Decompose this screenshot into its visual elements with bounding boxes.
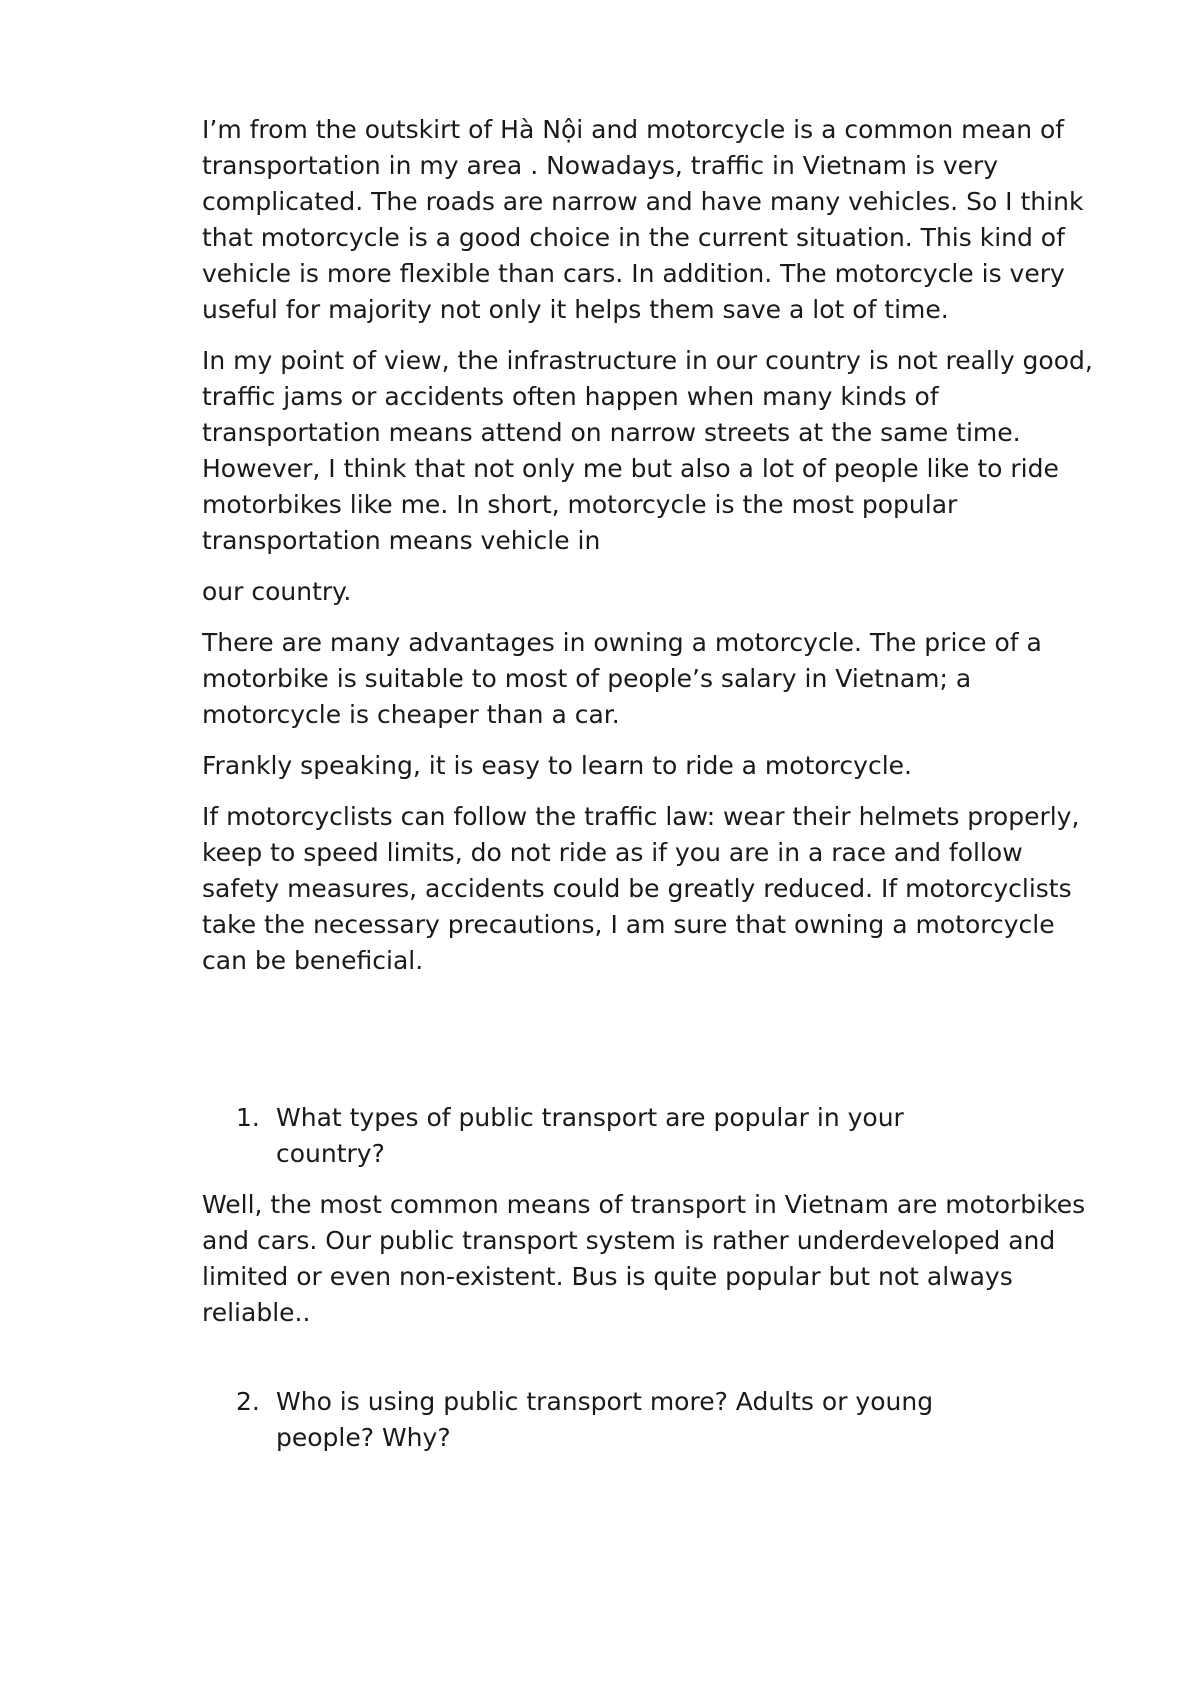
paragraph-easy-to-learn: Frankly speaking, it is easy to learn to ride a motorcycle. [202, 751, 912, 780]
answer-paragraph-1: Well, the most common means of transport in Vietnam are motorbikes and cars. Our public transport system is rather underdeveloped and limited or even non-existent. Bus is quite popular but not always reliable.. [202, 1190, 1086, 1327]
question-number: 1. [236, 1103, 260, 1132]
question-number: 2. [236, 1387, 260, 1416]
blank-space [202, 1346, 1102, 1384]
paragraph-advantages: There are many advantages in owning a motorcycle. The price of a motorbike is suitable to most of people’s salary in Vietnam; a motorcycle is cheaper than a car. [202, 628, 1042, 729]
question-item-1 [202, 1100, 1102, 1172]
blank-space [202, 994, 1102, 1100]
paragraph-our-country: our country. [202, 577, 352, 606]
question-item-2 [202, 1384, 1102, 1456]
paragraph-traffic-law: If motorcyclists can follow the traffic law: wear their helmets properly, keep to speed limits, do not ride as if you are in a race and follow safety measures, accidents could be greatly reduced. If motorcyclists take the necessary precautions, I am sure that owning a motorcycle can be beneficial. [202, 802, 1080, 975]
question-text: Who is using public transport more? Adults or young people? Why? [276, 1387, 934, 1452]
paragraph-infrastructure: In my point of view, the infrastructure in our country is not really good, traffic jams or accidents often happen when many kinds of transportation means attend on narrow streets at the same time. However, I think that not only me but also a lot of people like to ride motorbikes like me. In short, motorcycle is the most popular transportation means vehicle in [202, 346, 1093, 555]
question-text: What types of public transport are popular in your country? [276, 1103, 904, 1168]
paragraph-motorcycle-intro: I’m from the outskirt of Hà Nội and motorcycle is a common mean of transportation in my area . Nowadays, traffic in Vietnam is very complicated. The roads are narrow and have many vehicles. So I think that motorcycle is a good choice in the current situation. This kind of vehicle is more flexible than cars. In addition. The motorcycle is very useful for majority not only it helps them save a lot of time. [202, 115, 1084, 324]
document-body [202, 112, 1102, 1471]
